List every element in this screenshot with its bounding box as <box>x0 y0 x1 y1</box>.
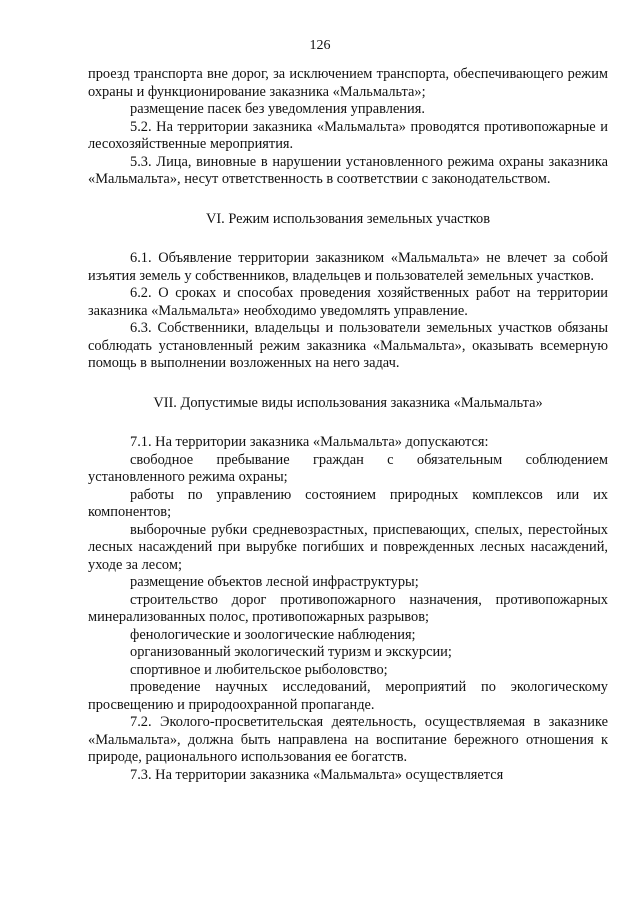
document-body <box>88 66 608 784</box>
paragraph: 7.3. На территории заказника «Мальмальта» осуществляется <box>130 766 504 783</box>
list-item: свободное пребывание граждан с обязательным соблюдением установленного режима охраны; <box>88 451 608 485</box>
paragraph: 5.2. На территории заказника «Мальмальта» проводятся противопожарные и лесохозяйственные мероприятия. <box>88 118 608 152</box>
section-heading: VI. Режим использования земельных участков <box>205 210 491 227</box>
paragraph: проезд транспорта вне дорог, за исключением транспорта, обеспечивающего режим охраны и функционирование заказника «Мальмальта»; <box>88 66 608 100</box>
list-item: строительство дорог противопожарного назначения, противопожарных минерализованных полос, противопожарных разрывов; <box>88 591 608 625</box>
page-number: 126 <box>309 38 331 53</box>
paragraph: 6.2. О сроках и способах проведения хозяйственных работ на территории заказника «Мальмальта» необходимо уведомлять управление. <box>88 285 608 319</box>
paragraph: размещение пасек без уведомления управления. <box>130 101 425 117</box>
paragraph: 7.2. Эколого-просветительская деятельность, осуществляемая в заказнике «Мальмальта», должна быть направлена на воспитание бережного отношения к природе, рационального использования ее богатств. <box>88 714 608 765</box>
list-item: спортивное и любительское рыболовство; <box>130 661 388 678</box>
list-item: размещение объектов лесной инфраструктуры; <box>130 574 419 590</box>
section-heading: VII. Допустимые виды использования заказника «Мальмальта» <box>153 394 543 411</box>
paragraph: 5.3. Лица, виновные в нарушении установленного режима охраны заказника «Мальмальта», несут ответственность в соответствии с законодательством. <box>88 153 608 187</box>
paragraph: 6.1. Объявление территории заказником «Мальмальта» не влечет за собой изъятия земель у собственников, владельцев и пользователей земельных участков. <box>88 250 608 284</box>
paragraph: 7.1. На территории заказника «Мальмальта» допускаются: <box>130 434 489 450</box>
list-item: организованный экологический туризм и экскурсии; <box>130 644 452 660</box>
list-item: фенологические и зоологические наблюдения; <box>130 626 416 643</box>
list-item: проведение научных исследований, мероприятий по экологическому просвещению и природоохранной пропаганде. <box>88 679 608 713</box>
list-item: выборочные рубки средневозрастных, приспевающих, спелых, перестойных лесных насаждений при вырубке погибших и поврежденных лесных насаждений, уходе за лесом; <box>88 521 608 573</box>
paragraph: 6.3. Собственники, владельцы и пользователи земельных участков обязаны соблюдать установленный режим заказника «Мальмальта», оказывать всемерную помощь в выполнении возложенных на него задач. <box>88 320 608 371</box>
list-item: работы по управлению состоянием природных комплексов или их компонентов; <box>88 486 608 520</box>
